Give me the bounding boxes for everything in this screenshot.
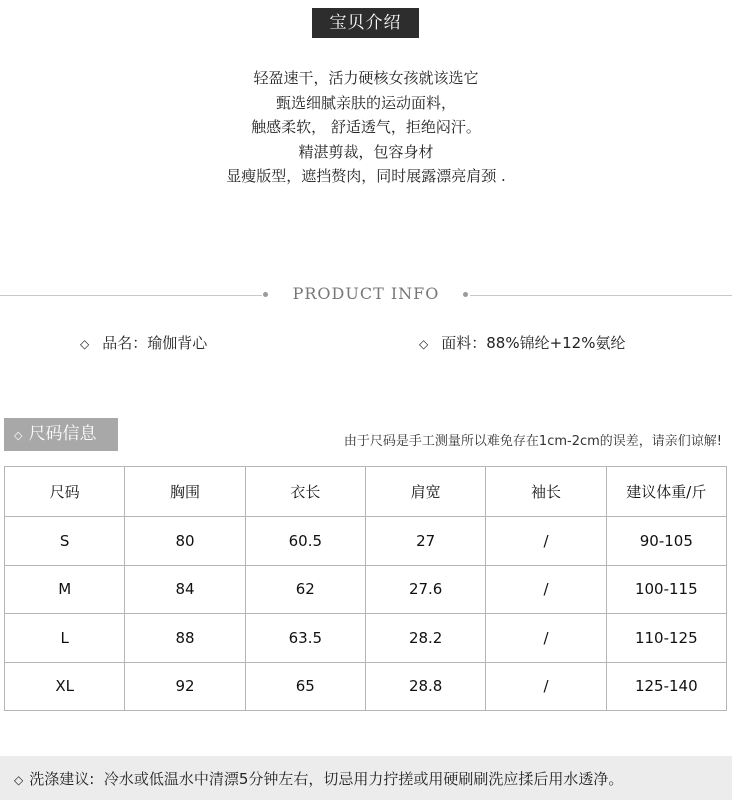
intro-line: 甄选细腻亲肤的运动面料，	[275, 93, 456, 112]
intro-line: 精湛剪裁，包容身材	[298, 142, 434, 161]
table-cell: 28.8	[365, 662, 485, 711]
table-cell: 27.6	[365, 565, 485, 614]
table-cell: L	[5, 614, 125, 663]
table-cell: M	[5, 565, 125, 614]
table-row	[5, 662, 727, 711]
product-fabric-text: 面料：88%锦纶+12%氨纶	[441, 334, 626, 352]
table-row	[5, 565, 727, 614]
product-info-title: PRODUCT INFO	[292, 284, 440, 303]
washing-advice-bar	[0, 756, 732, 800]
table-cell: 65	[245, 662, 365, 711]
table-header-cell: 建议体重/斤	[606, 467, 726, 517]
product-fabric	[419, 332, 625, 353]
table-cell: 28.2	[365, 614, 485, 663]
table-cell: 125-140	[606, 662, 726, 711]
table-row	[5, 614, 727, 663]
table-header-cell: 肩宽	[365, 467, 485, 517]
size-note: 由于尺码是手工测量所以难免存在1cm-2cm的误差，请亲们谅解!	[343, 434, 722, 449]
product-name-text: 品名：瑜伽背心	[102, 334, 208, 352]
table-cell: 63.5	[245, 614, 365, 663]
table-cell: 100-115	[606, 565, 726, 614]
table-cell: 27	[365, 517, 485, 566]
divider-dot-left	[263, 292, 268, 297]
divider-dot-right	[463, 292, 468, 297]
table-cell: 90-105	[606, 517, 726, 566]
size-info-title: 尺码信息	[28, 424, 97, 444]
size-table	[4, 466, 727, 711]
product-name	[80, 332, 207, 353]
table-cell: /	[486, 662, 606, 711]
table-cell: /	[486, 517, 606, 566]
diamond-icon: ◇	[419, 337, 429, 351]
table-row	[5, 517, 727, 566]
divider-left	[0, 295, 262, 296]
washing-advice	[14, 768, 623, 789]
diamond-icon: ◇	[14, 429, 23, 442]
table-cell: 92	[125, 662, 245, 711]
table-cell: 88	[125, 614, 245, 663]
size-info-badge	[4, 418, 118, 451]
table-cell: 84	[125, 565, 245, 614]
table-cell: /	[486, 565, 606, 614]
table-cell: S	[5, 517, 125, 566]
diamond-icon: ◇	[80, 337, 90, 351]
table-header-cell: 衣长	[245, 467, 365, 517]
table-header-cell: 尺码	[5, 467, 125, 517]
washing-text: 冷水或低温水中清漂5分钟左右，切忌用力拧搓或用硬刷刷洗应揉后用水透净。	[103, 770, 624, 788]
intro-text	[0, 66, 732, 189]
diamond-icon: ◇	[14, 773, 24, 787]
divider-right	[470, 295, 732, 296]
intro-line: 触感柔软， 舒适透气，拒绝闷汗。	[251, 118, 481, 136]
table-header-row	[5, 467, 727, 517]
intro-line: 显瘦版型，遮挡赘肉，同时展露漂亮肩颈 .	[226, 167, 506, 185]
table-cell: 110-125	[606, 614, 726, 663]
table-cell: 62	[245, 565, 365, 614]
table-cell: 80	[125, 517, 245, 566]
section-title: 宝贝介绍	[329, 13, 402, 33]
washing-label: 洗涤建议:	[29, 770, 95, 788]
intro-line: 轻盈速干，活力硬核女孩就该选它	[253, 69, 479, 87]
table-header-cell: 胸围	[125, 467, 245, 517]
table-cell: 60.5	[245, 517, 365, 566]
table-header-cell: 袖长	[486, 467, 606, 517]
table-cell: XL	[5, 662, 125, 711]
table-cell: /	[486, 614, 606, 663]
section-title-badge	[312, 8, 419, 38]
